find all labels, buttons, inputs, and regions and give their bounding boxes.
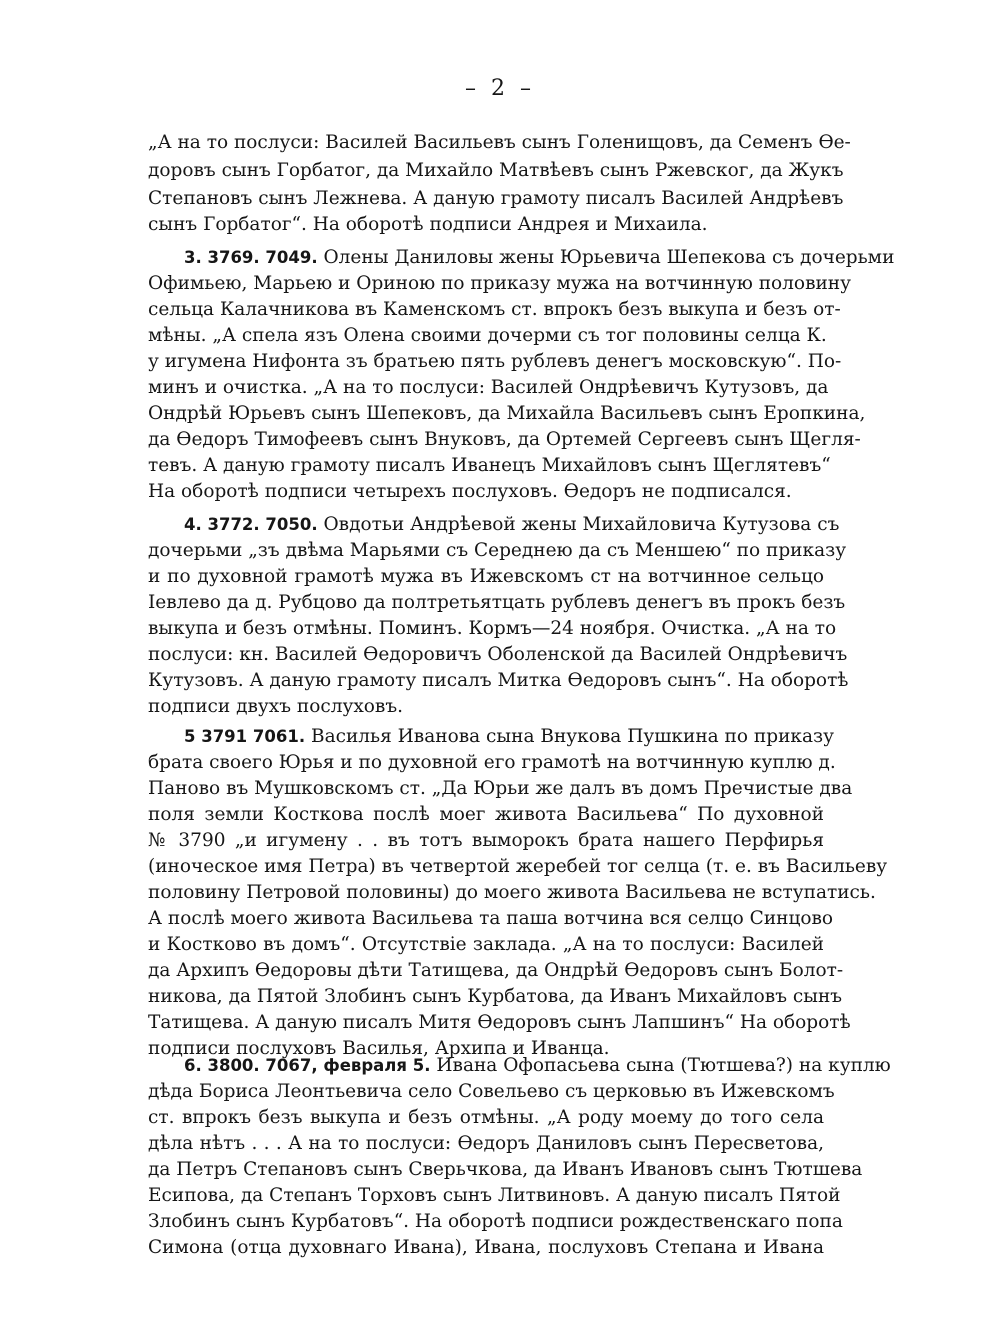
text-line: сынъ Горбатог“. На оборотѣ подписи Андрея и Михаила. (148, 214, 708, 235)
text-line: да Петръ Степановъ сынъ Сверьчкова, да Иванъ Ивановъ сынъ Тютшева (148, 1159, 863, 1180)
text-line: Ондрѣй Юрьевъ сынъ Шепековъ, да Михайла Васильевъ сынъ Еропкина, (148, 403, 866, 424)
entry-text: Овдотьи Андрѣевой жены Михайловича Кутузова съ (323, 514, 840, 535)
text-line: сельца Калачникова въ Каменскомъ ст. впрокъ безъ выкупа и безъ от- (148, 299, 841, 320)
text-line: минъ и очистка. „А на то послуси: Василей Ондрѣевичъ Кутузовъ, да (148, 377, 829, 398)
text-line: никова, да Пятой Злобинъ сынъ Курбатова, да Иванъ Михайловъ сынъ (148, 986, 843, 1007)
page-number: – 2 – (465, 76, 535, 101)
text-line: и Костково въ домъ“. Отсутствіе заклада. „А на то послуси: Василей (148, 934, 824, 955)
text-line: Симона (отца духовнаго Ивана), Ивана, послуховъ Степана и Ивана (148, 1237, 824, 1258)
entry-reference: 3. 3769. 7049. (184, 248, 318, 267)
text-line: поля земли Косткова послѣ моег живота Васильева“ По духовной (148, 804, 824, 825)
entry-reference: 5 3791 7061. (184, 727, 306, 746)
text-line: Степановъ сынъ Лежнева. А даную грамоту писалъ Василей Андрѣевъ (148, 188, 844, 209)
text-line: Есипова, да Степанъ Торховъ сынъ Литвиновъ. А даную писалъ Пятой (148, 1185, 841, 1206)
text-line: дочерьми „зъ двѣма Марьями съ Середнею да съ Меншею“ по приказу (148, 540, 847, 561)
text-line: половину Петровой половины) до моего живота Васильева не вступатись. (148, 882, 876, 903)
text-line: (иноческое имя Петра) въ четвертой жеребей тог селца (т. е. въ Васильеву (148, 856, 888, 877)
text-line: мѣны. „А спела язъ Олена своими дочерми съ тог половины селца К. (148, 325, 827, 346)
text-line: дѣда Бориса Леонтьевича село Совельево съ церковью въ Ижевскомъ (148, 1081, 835, 1102)
entry-text: Ивана Офопасьева сына (Тютшева?) на куплю (436, 1055, 891, 1076)
text-line: А послѣ моего живота Васильева та паша вотчина вся селцо Синцово (148, 908, 834, 929)
entry-reference: 6. 3800. 7067, февраля 5. (184, 1056, 431, 1075)
text-line: ст. впрокъ безъ выкупа и безъ отмѣны. „А роду моему до того села (148, 1107, 824, 1128)
text-line: подписи послуховъ Василья, Архипа и Иванца. (148, 1038, 610, 1059)
entry-text: Олены Даниловы жены Юрьевича Шепекова съ дочерьми (323, 247, 895, 268)
text-line: На оборотѣ подписи четырехъ послуховъ. Ѳедоръ не подписался. (148, 481, 792, 502)
text-line: Паново въ Мушковскомъ ст. „Да Юрьи же далъ въ домъ Пречистые два (148, 778, 853, 799)
text-line: у игумена Нифонта зъ братьею пять рублевъ денегъ московскую“. По- (148, 351, 842, 372)
text-line: Офимьею, Марьею и Ориною по приказу мужа на вотчинную половину (148, 273, 852, 294)
entry-first-line (184, 512, 840, 538)
text-line: выкупа и безъ отмѣны. Поминъ. Кормъ—24 ноября. Очистка. „А на то (148, 618, 837, 639)
text-line: Іевлево да д. Рубцово да полтретьятцать рублевъ денегъ въ прокъ безъ (148, 592, 846, 613)
text-line: и по духовной грамотѣ мужа въ Ижевскомъ ст на вотчинное сельцо (148, 566, 824, 587)
text-line: брата своего Юрья и по духовной его грамотѣ на вотчинную куплю д. (148, 752, 836, 773)
entry-first-line (184, 724, 834, 750)
text-line: тевъ. А даную грамоту писалъ Иванецъ Михайловъ сынъ Щеглятевъ“ (148, 455, 831, 476)
entry-first-line (184, 1053, 891, 1079)
entry-text: Василья Иванова сына Внукова Пушкина по приказу (310, 726, 834, 747)
text-line: доровъ сынъ Горбатог, да Михайло Матвѣевъ сынъ Ржевског, да Жукъ (148, 160, 844, 181)
text-line: послуси: кн. Василей Ѳедоровичъ Оболенской да Василей Ондрѣевичъ (148, 644, 848, 665)
text-line: Злобинъ сынъ Курбатовъ“. На оборотѣ подписи рождественскаго попа (148, 1211, 843, 1232)
text-line: Татищева. А даную писалъ Митя Ѳедоровъ сынъ Лапшинъ“ На оборотѣ (148, 1012, 851, 1033)
text-line: да Архипъ Ѳедоровы дѣти Татищева, да Ондрѣй Ѳедоровъ сынъ Болот- (148, 960, 844, 981)
text-line: № 3790 „и игумену . . въ тотъ выморокъ брата нашего Перфирья (148, 830, 824, 851)
text-line: подписи двухъ послуховъ. (148, 696, 403, 717)
text-line: Кутузовъ. А даную грамоту писалъ Митка Ѳедоровъ сынъ“. На оборотѣ (148, 670, 849, 691)
entry-first-line (184, 245, 895, 271)
text-line: „А на то послуси: Василей Васильевъ сынъ Голенищовъ, да Семенъ Ѳе- (148, 132, 851, 153)
text-line: да Ѳедоръ Тимофеевъ сынъ Внуковъ, да Ортемей Сергеевъ сынъ Щегля- (148, 429, 861, 450)
entry-reference: 4. 3772. 7050. (184, 515, 318, 534)
text-line: дѣла нѣтъ . . . А на то послуси: Ѳедоръ Даниловъ сынъ Пересветова, (148, 1133, 824, 1154)
